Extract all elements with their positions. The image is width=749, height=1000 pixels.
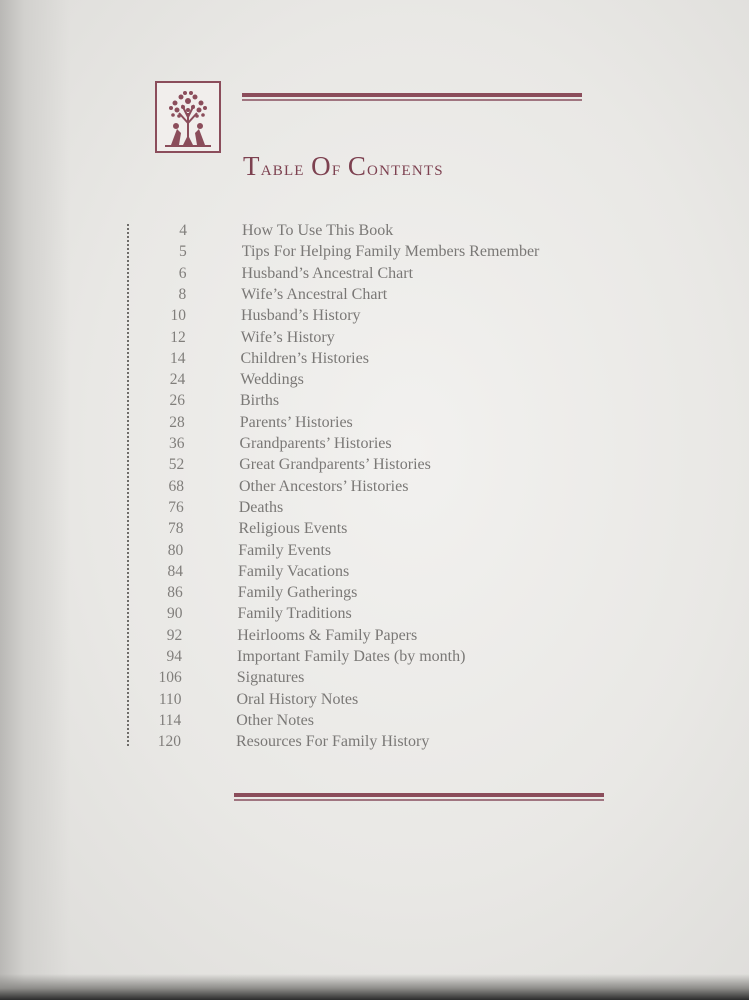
toc-entry-title: Wife’s Ancestral Chart: [241, 285, 388, 303]
toc-page-number: 78: [168, 520, 184, 538]
bottom-divider-rule: [234, 793, 604, 801]
toc-entry-title: How To Use This Book: [242, 222, 394, 239]
toc-page-number: 110: [158, 690, 182, 708]
toc-entry-title: Births: [240, 392, 280, 410]
toc-entry-title: Family Vacations: [238, 562, 350, 580]
toc-page-number: 120: [157, 733, 181, 751]
toc-entry-title: Parents’ Histories: [239, 413, 353, 431]
toc-entry-title: Resources For Family History: [236, 733, 430, 751]
toc-page-number: 80: [167, 541, 184, 559]
toc-page-number: 26: [169, 392, 185, 410]
toc-entry-title: Family Events: [238, 541, 332, 559]
toc-entry-title: Children’s Histories: [240, 349, 369, 367]
book-bottom-edge: [0, 974, 749, 1000]
toc-page-number: 76: [168, 498, 184, 516]
toc-page-number: 6: [178, 264, 187, 282]
toc-entry-title: Signatures: [236, 669, 305, 687]
toc-page-number: 106: [158, 669, 182, 687]
toc-page-number: 94: [166, 648, 182, 665]
toc-entry-title: Important Family Dates (by month): [237, 648, 466, 665]
toc-entry-title: Other Notes: [236, 711, 315, 729]
toc-page-number: 36: [169, 435, 185, 452]
toc-entry-title: Tips For Helping Family Members Remember: [241, 243, 540, 261]
toc-page-number: 12: [170, 328, 186, 346]
toc-page-number: 28: [169, 413, 185, 431]
toc-page-number: 92: [166, 626, 183, 644]
toc-page-number: 5: [179, 243, 187, 261]
toc-entry-title: Husband’s History: [241, 307, 361, 325]
toc-page-number: 84: [167, 562, 183, 580]
toc-page-number: 24: [169, 371, 186, 389]
toc-page-number: 14: [170, 349, 186, 367]
toc-page-number: 4: [179, 222, 187, 239]
toc-page-number: 86: [167, 584, 183, 602]
toc-entry-title: Oral History Notes: [236, 690, 359, 708]
toc-page-number: 68: [168, 477, 184, 495]
toc-entry-title: Heirlooms & Family Papers: [237, 626, 418, 644]
toc-entry-title: Other Ancestors’ Histories: [239, 477, 409, 495]
toc-entry-title: Weddings: [240, 371, 304, 389]
toc-entry-title: Grandparents’ Histories: [239, 435, 392, 452]
toc-page-number: 52: [168, 456, 185, 474]
toc-entry-title: Religious Events: [238, 520, 348, 538]
toc-page-number: 10: [170, 307, 186, 325]
toc-entry-title: Family Gatherings: [237, 584, 358, 602]
toc-entry-title: Family Traditions: [237, 605, 352, 623]
page-title: Table Of Contents: [243, 151, 444, 181]
toc-page-number: 114: [158, 711, 182, 729]
toc-entry-title: Wife’s History: [240, 328, 335, 346]
toc-entry-title: Great Grandparents’ Histories: [239, 456, 431, 474]
toc-page-number: 90: [167, 605, 183, 623]
toc-entry-title: Husband’s Ancestral Chart: [241, 264, 414, 282]
toc-page-number: 8: [178, 285, 187, 303]
toc-entry-title: Deaths: [238, 498, 284, 516]
